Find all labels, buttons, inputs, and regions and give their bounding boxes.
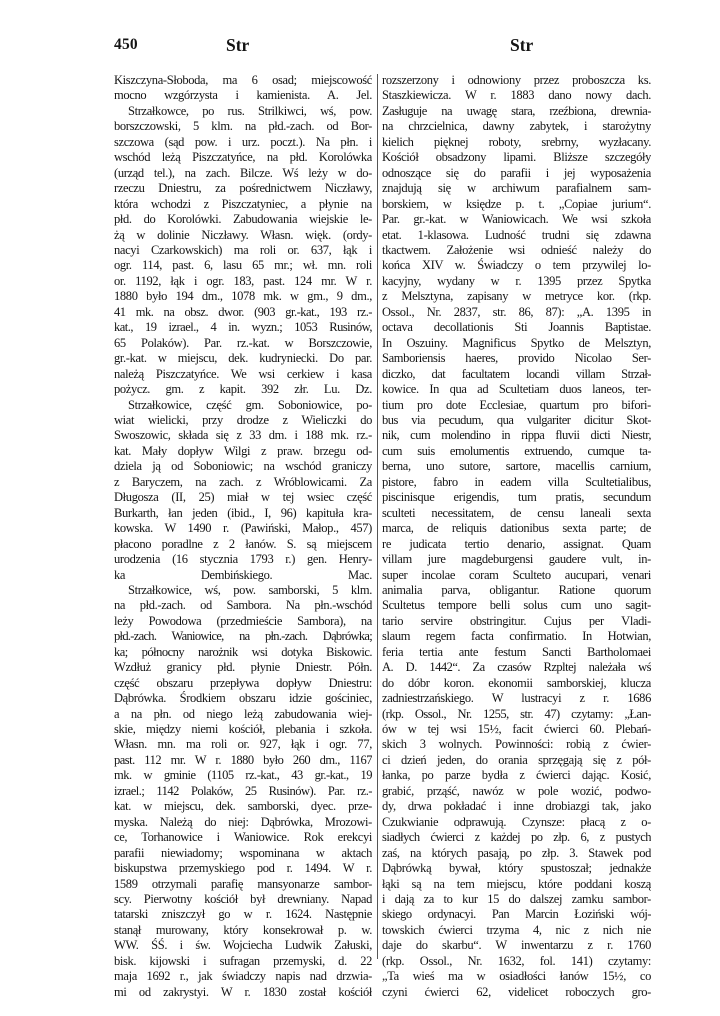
text-line: In Oszuiny. Magnificus Spytko de Melsztyn, <box>382 335 651 350</box>
text-line: re judicata tertio denario, assignat. Quam <box>382 536 651 551</box>
text-line: szczowa (sąd pow. i urz. poczt.). Na płn. i <box>114 134 372 149</box>
text-line: kowska. W 1490 r. (Pawiński, Małop., 457) <box>114 521 372 536</box>
running-head-left: Str <box>226 35 250 55</box>
text-line: kat. w miejscu, dek. samborski, dyec. prze- <box>114 799 372 814</box>
text-line: mk. w gminie (1105 rz.-kat., 43 gr.-kat., 19 <box>114 768 372 783</box>
text-line: a na płn. od niego leżą zabudowania wiej- <box>114 706 372 721</box>
running-head-right: Str <box>510 35 534 55</box>
text-line: kat., 19 izrael., 4 in. wyzn.; 1053 Rusinów, <box>114 320 372 335</box>
text-line: ka Dembińskiego. Mac. <box>114 567 372 582</box>
text-line: ci dzień jeden, do orania sprzęgają się z pół- <box>382 752 651 767</box>
page-number: 450 <box>114 36 138 53</box>
text-line: grabić, prząść, nawóz w pole wozić, podwo- <box>382 783 651 798</box>
text-line: etat. 1-klasowa. Ludność trudni się zdawna <box>382 227 651 242</box>
text-line: i dają za to kur 15 do dalszej zamku sambor- <box>382 892 651 907</box>
text-line: wiat wielicki, przy drodze z Wieliczki do <box>114 412 372 427</box>
text-line: slaum regem facta confirmatio. In Hotwian, <box>382 629 651 644</box>
text-line: skich 3 wolnych. Powinności: robią z ćwier- <box>382 737 651 752</box>
text-line: bisk. kijowski i sufragan przemyski, d. 22 <box>114 953 372 968</box>
text-line: borskiem, w księdze p. t. „Copiae jurium“. <box>382 196 651 211</box>
text-line: ka; północny narożnik wsi dotyka Biskowic. <box>114 644 372 659</box>
text-line: rozszerzony i odnowiony przez proboszcza ks. <box>382 73 651 87</box>
right-column <box>382 73 651 1000</box>
text-line: ów w tej wsi 15½, facit ćwierci 60. Plebań- <box>382 722 651 737</box>
text-line: gr.-kat. w miejscu, dek. kudryniecki. Do par. <box>114 351 372 366</box>
text-line: kacyjny, wydany w r. 1395 przez Spytka <box>382 273 651 288</box>
text-line: do dóbr koron. ekonomii samborskiej, klucza <box>382 675 651 690</box>
text-line: mocno wzgórzysta i kamienista. A. Jel. <box>114 88 372 103</box>
text-line: znajdują się w archiwum parafialnem sam- <box>382 181 651 196</box>
text-line: Strzałkowice, wś, pow. samborski, 5 klm. <box>128 582 372 597</box>
text-line: Dąbrówką bywał, który spustoszał; jednakże <box>382 861 651 876</box>
text-line: „Ta wieś ma w osiadłości łanów 15½, co <box>382 969 651 984</box>
text-line: kowice. In qua ad Scultetiam duos laneos, ter- <box>382 382 651 397</box>
text-line: odnoszące się do parafii i jej wyposażenia <box>382 165 651 180</box>
text-line: zaś, na których pasają, po złp. 3. Stawek pod <box>382 845 651 860</box>
text-line: rzeczu Dniestru, za pośrednictwem Niczławy, <box>114 181 372 196</box>
text-line: która wchodzi z Piszczatyniec, a płynie na <box>114 196 372 211</box>
page-header <box>114 36 646 58</box>
text-line: myska. Należą do niej: Dąbrówka, Mrozowi- <box>114 814 372 829</box>
text-line: cum suis emolumentis extruendo, cumque ta- <box>382 443 651 458</box>
text-line: urodzenia (16 stycznia 1793 r.) gen. Henry- <box>114 552 372 567</box>
text-line: Zasługuje na uwagę stara, rzeźbiona, drewnia- <box>382 103 651 118</box>
text-line: czyni ćwierci 62, videlicet roboczych gro- <box>382 984 651 999</box>
text-line: Par. gr.-kat. w Waniowicach. We wsi szkoła <box>382 212 651 227</box>
text-line: sculteti necessitatem, de censu laneali sexta <box>382 505 651 520</box>
text-line: stanął murowany, który konsekrował p. w. <box>114 922 372 937</box>
text-line: na chrzcielnica, dawny zabytek, i starożytny <box>382 119 651 134</box>
text-line: płacono poradlne z 2 łanów. S. są miejscem <box>114 536 372 551</box>
text-line: Swoszowic, składa się z 33 dm. i 188 mk. rz.- <box>114 428 372 443</box>
text-line: borszczowski, 5 klm. na płd.-zach. od Bor- <box>114 119 372 134</box>
text-line: Kościół obsadzony lipami. Bliższe szczegóły <box>382 150 651 165</box>
text-line: tatarski zniszczył go w r. 1624. Następnie <box>114 907 372 922</box>
text-line: super incolae coram Sculteto aucupari, venari <box>382 567 651 582</box>
text-line: łanka, po parze bydła z ćwierci dając. Kosić, <box>382 768 651 783</box>
text-line: Długosza (II, 25) miał w tej wsiec część <box>114 490 372 505</box>
text-line: zadniestrzańskiego. W lustracyi z r. 1686 <box>382 691 651 706</box>
text-line: Czukwianie odprawują. Czynsze: płacą z o- <box>382 814 651 829</box>
text-line: maja 1692 r., jak świadczy napis nad drzwia- <box>114 969 372 984</box>
text-line: villam jure magdeburgensi gaudere vult, in- <box>382 552 651 567</box>
text-line: kielich pięknej roboty, srebrny, wyzłacany. <box>382 134 651 149</box>
text-line: dy, drwa pokładać i inne drobiazgi tak, jako <box>382 799 651 814</box>
text-line: past. 112 mr. W r. 1880 było 260 dm., 1167 <box>114 752 372 767</box>
text-line: Dąbrówka. Środkiem obszaru idzie gościniec, <box>114 691 372 706</box>
text-line: (urząd tel.), na zach. Bilcze. Wś leży w do- <box>114 165 372 180</box>
text-line: wschód leżą Piszczatyńce, na płd. Korolówka <box>114 150 372 165</box>
text-line: należą Piszczatyńce. We wsi cerkiew i kasa <box>114 366 372 381</box>
text-line: pożycz. gm. z kapit. 392 złr. Lu. Dz. <box>114 382 372 397</box>
text-line: ce, Torhanowice i Waniowice. Rok erekcyi <box>114 830 372 845</box>
text-line: końca XIV w. Świadczy o tem przywilej lo- <box>382 258 651 273</box>
text-line: tium pro dote Ecclesiae, quartum pro bifori- <box>382 397 651 412</box>
text-line: animalia parva, obligantur. Ratione quorum <box>382 582 651 597</box>
column-divider <box>377 74 378 959</box>
text-line: 1880 było 194 dm., 1078 mk. w gm., 9 dm., <box>114 289 372 304</box>
text-line: siadłych ćwierci z każdej po złp. 6, z pustych <box>382 830 651 845</box>
text-line: (rkp. Ossol., Nr. 1255, str. 47) czytamy: „Łan- <box>382 706 651 721</box>
text-line: Strzałkowice, część gm. Soboniowice, po- <box>128 397 372 412</box>
left-column <box>114 73 372 1000</box>
text-line: z Baryczem, na zach. z Wróblowicami. Za <box>114 474 372 489</box>
text-line: 41 mk. na obsz. dwor. (903 gr.-kat., 193 rz.- <box>114 304 372 319</box>
text-line: nik, cum molendino in rippa fluvii dicti Niestr, <box>382 428 651 443</box>
text-line: kat. Mały dopływ Wilgi z praw. brzegu od- <box>114 443 372 458</box>
text-line: izrael.; 1142 Polaków, 25 Rusinów). Par. rz.- <box>114 783 372 798</box>
text-line: biskupstwa przemyskiego pod r. 1494. W r. <box>114 861 372 876</box>
text-line: na płd.-zach. od Sambora. Na płn.-wschód <box>114 598 372 613</box>
text-line: ogr. 114, past. 6, lasu 65 mr.; wł. mn. roli <box>114 258 372 273</box>
text-line: nacyi Czarkowskich) ma roli or. 637, łąk i <box>114 242 372 257</box>
text-line: Własn. mn. ma roli or. 927, łąk i ogr. 77, <box>114 737 372 752</box>
text-line: skie, między niemi kościół, plebania i szkoła. <box>114 722 372 737</box>
text-line: Strzałkowce, po rus. Strilkiwci, wś, pow. <box>128 103 372 118</box>
text-line: Ossol., Nr. 2837, str. 86, 87): „A. 1395 in <box>382 304 651 319</box>
text-line: marca, de reliquis dationibus sexta parte; de <box>382 521 651 536</box>
text-line: feria tertia ante festum Sancti Bartholomaei <box>382 644 651 659</box>
text-line: żą w dolinie Niczławy. Własn. więk. (ordy- <box>114 227 372 242</box>
text-line: A. D. 1442“. Za czasów Rzpltej należała wś <box>382 660 651 675</box>
text-line: Kiszczyna-Słoboda, ma 6 osad; miejscowość <box>114 73 372 87</box>
text-line: bus via pecudum, qua vulgariter dicitur Skot- <box>382 412 651 427</box>
text-line: piscinisque erigendis, tum pratis, secundum <box>382 490 651 505</box>
text-line: część obszaru przepływa dopływ Dniestru: <box>114 675 372 690</box>
text-line: płd. do Korolówki. Zabudowania wiejskie le- <box>114 212 372 227</box>
text-line: dziela ją od Soboniowic; na wschód graniczy <box>114 459 372 474</box>
text-line: Samboriensis haeres, provido Nicolao Ser- <box>382 351 651 366</box>
text-line: WW. ŚŚ. i św. Wojciecha Ludwik Załuski, <box>114 938 372 953</box>
text-line: octava decollationis Sti Joannis Baptistae. <box>382 320 651 335</box>
text-line: pistore, fabro in eadem villa Scultetialibus, <box>382 474 651 489</box>
text-line: płd.-zach. Waniowice, na płn.-zach. Dąbrówka; <box>114 629 372 644</box>
text-line: 1589 otrzymali parafię mansyonarze sambor- <box>114 876 372 891</box>
text-line: leży Powodowa (przedmieście Sambora), na <box>114 613 372 628</box>
text-line: berna, uno sutore, sartore, macellis carnium, <box>382 459 651 474</box>
text-line: tkactwem. Założenie wsi odnieść należy do <box>382 242 651 257</box>
text-line: Wzdłuż granicy płd. płynie Dniestr. Półn. <box>114 660 372 675</box>
text-line: Scultetus tempore belli solus cum uno sagit- <box>382 598 651 613</box>
text-line: skiego ordynacyi. Pan Marcin Łoziński wój- <box>382 907 651 922</box>
text-line: z Melsztyna, zapisany w metryce kor. (rkp. <box>382 289 651 304</box>
text-line: diczko, dat facultatem locandi villam Strzał- <box>382 366 651 381</box>
text-line: tario servire obstringitur. Cujus per Vladi- <box>382 613 651 628</box>
text-line: 65 Polaków). Par. rz.-kat. w Borszczowie, <box>114 335 372 350</box>
text-line: Burkarth, łan jeden (ibid., I, 96) kapituła kra- <box>114 505 372 520</box>
text-line: towskich ćwierci trzyma 4, nic z nich nie <box>382 922 651 937</box>
text-line: (rkp. Ossol., Nr. 1632, fol. 141) czytamy: <box>382 953 651 968</box>
text-line: łąki są na tem miejscu, które poddani koszą <box>382 876 651 891</box>
text-line: daje do skarbu“. W inwentarzu z r. 1760 <box>382 938 651 953</box>
text-line: parafii niewiadomy; wspominana w aktach <box>114 845 372 860</box>
text-line: scy. Pierwotny kościół był drewniany. Napad <box>114 892 372 907</box>
text-line: mi od zakrystyi. W r. 1830 został kościół <box>114 984 372 999</box>
text-line: or. 1192, łąk i ogr. 183, past. 124 mr. W r. <box>114 273 372 288</box>
text-line: Staszkiewicza. W r. 1883 dano nowy dach. <box>382 88 651 103</box>
